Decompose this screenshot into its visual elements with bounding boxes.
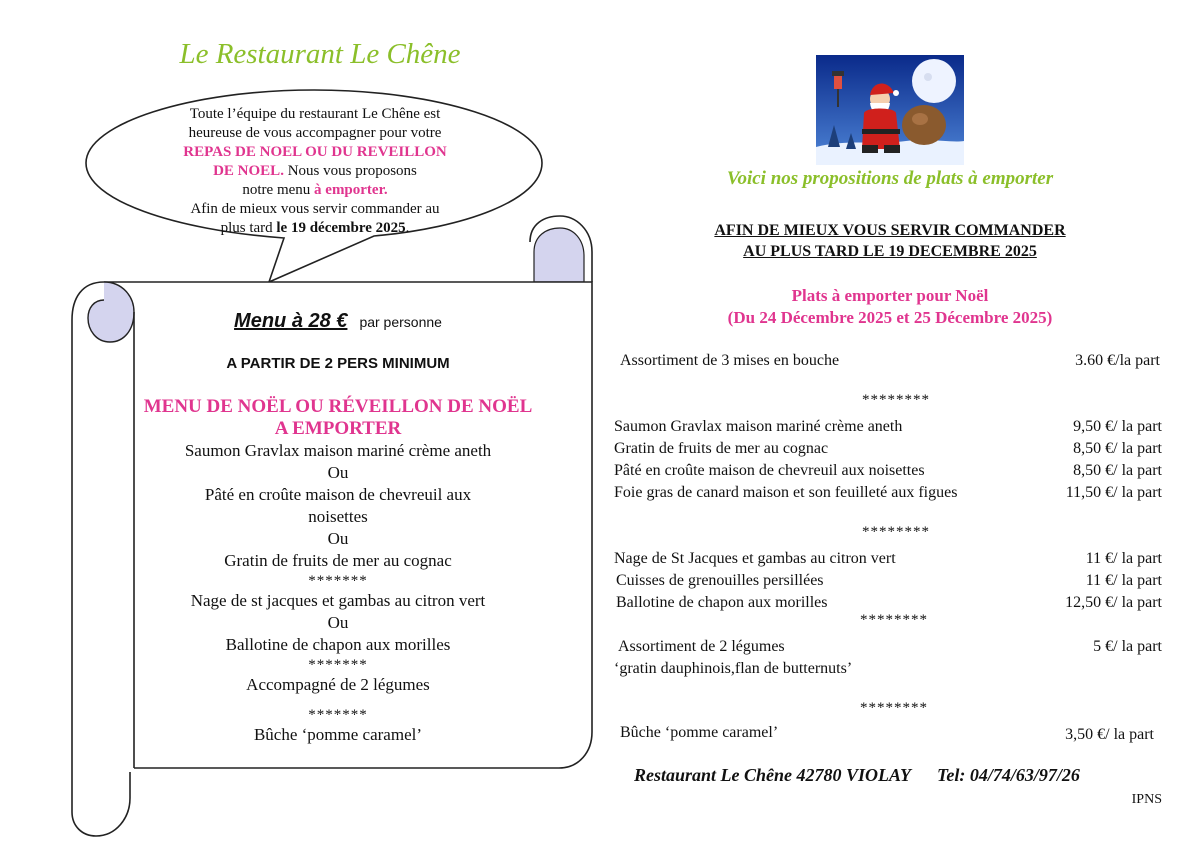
dish-name: Assortiment de 3 mises en bouche bbox=[620, 352, 840, 369]
bubble-highlight: DE NOEL. bbox=[213, 163, 284, 179]
menu-line: Ou bbox=[327, 613, 349, 632]
bubble-line: Toute l’équipe du restaurant Le Chêne est bbox=[189, 106, 441, 122]
menu-card bbox=[138, 310, 538, 746]
list-separator: ******** bbox=[862, 392, 930, 408]
proposals-heading: Voici nos propositions de plats à emporter bbox=[726, 168, 1054, 189]
dish-name: Foie gras de canard maison et son feuilleté aux figues bbox=[614, 484, 958, 501]
dish-price: 12,50 €/ la part bbox=[1065, 594, 1162, 611]
restaurant-footer bbox=[634, 765, 1154, 786]
dish-price: 11 €/ la part bbox=[1085, 572, 1162, 589]
bubble-line: . bbox=[405, 220, 410, 236]
menu-separator: ******* bbox=[308, 573, 368, 589]
list-separator: ******** bbox=[860, 700, 928, 716]
dish-name: Ballotine de chapon aux morilles bbox=[616, 594, 828, 611]
menu-line: Ou bbox=[327, 463, 349, 482]
menu-price: Menu à 28 € bbox=[234, 310, 348, 332]
dish-price: 11,50 €/ la part bbox=[1065, 484, 1162, 501]
dish-price: 8,50 €/ la part bbox=[1073, 462, 1162, 479]
restaurant-address: Restaurant Le Chêne 42780 VIOLAY bbox=[634, 765, 912, 785]
menu-line: Ballotine de chapon aux morilles bbox=[225, 635, 451, 654]
bubble-line: Nous vous proposons bbox=[283, 163, 417, 179]
menu-separator: ******* bbox=[308, 657, 368, 673]
menu-title: MENU DE NOËL OU RÉVEILLON DE NOËL A EMPORTER bbox=[143, 396, 533, 439]
menu-line: Pâté en croûte maison de chevreuil aux bbox=[204, 485, 472, 504]
dish-name: Assortiment de 2 légumes bbox=[618, 638, 785, 655]
menu-line: Accompagné de 2 légumes bbox=[246, 675, 430, 694]
page-title: Le Restaurant Le Chêne bbox=[179, 38, 461, 70]
noel-date-range: (Du 24 Décembre 2025 et 25 Décembre 2025) bbox=[727, 308, 1053, 327]
dish-name: Cuisses de grenouilles persillées bbox=[616, 572, 824, 589]
bubble-line: plus tard bbox=[220, 220, 277, 236]
menu-line: Saumon Gravlax maison mariné crème aneth bbox=[184, 441, 492, 460]
minimum-persons: A PARTIR DE 2 PERS MINIMUM bbox=[226, 355, 450, 372]
order-note-line: AU PLUS TARD LE 19 DECEMBRE 2025 bbox=[743, 243, 1037, 260]
menu-line: Gratin de fruits de mer au cognac bbox=[224, 551, 452, 570]
noel-heading-line: Plats à emporter pour Noël bbox=[791, 286, 989, 305]
menu-line: Nage de st jacques et gambas au citron vert bbox=[190, 591, 486, 610]
dish-name: Nage de St Jacques et gambas au citron vert bbox=[614, 550, 896, 567]
bubble-line: heureuse de vous accompagner pour votre bbox=[188, 125, 442, 141]
dish-name: Pâté en croûte maison de chevreuil aux noisettes bbox=[614, 462, 925, 479]
dish-name: Gratin de fruits de mer au cognac bbox=[614, 440, 829, 457]
order-deadline: le 19 décembre 2025 bbox=[276, 220, 406, 236]
per-person-label: par personne bbox=[359, 314, 442, 330]
santa-picture bbox=[816, 55, 964, 165]
list-separator: ******** bbox=[862, 524, 930, 540]
dish-price: 11 €/ la part bbox=[1085, 550, 1162, 567]
dish-name: Bûche ‘pomme caramel’ bbox=[620, 724, 779, 741]
ipns-mark: IPNS bbox=[1131, 792, 1162, 807]
menu-separator: ******* bbox=[308, 707, 368, 723]
restaurant-phone: Tel: 04/74/63/97/26 bbox=[937, 765, 1080, 785]
dish-price: 9,50 €/ la part bbox=[1073, 418, 1162, 435]
menu-dessert: Bûche ‘pomme caramel’ bbox=[253, 725, 423, 744]
dish-price: 8,50 €/ la part bbox=[1073, 440, 1162, 457]
bubble-highlight: à emporter. bbox=[314, 182, 388, 198]
dish-price: 3,50 €/ la part bbox=[1065, 726, 1154, 743]
bubble-line: notre menu bbox=[242, 182, 315, 198]
order-deadline-note bbox=[640, 220, 1140, 262]
order-note-line: AFIN DE MIEUX VOUS SERVIR COMMANDER bbox=[714, 222, 1066, 239]
dish-name: Saumon Gravlax maison mariné crème aneth bbox=[614, 418, 903, 435]
bubble-highlight: REPAS DE NOEL OU DU REVEILLON bbox=[183, 144, 447, 160]
bubble-line: Afin de mieux vous servir commander au bbox=[190, 201, 440, 217]
dish-price: 5 €/ la part bbox=[1093, 638, 1162, 655]
noel-dishes-heading bbox=[640, 285, 1140, 329]
menu-line: noisettes bbox=[308, 507, 368, 526]
dish-price: 3.60 €/la part bbox=[1075, 352, 1160, 369]
list-separator: ******** bbox=[860, 612, 928, 628]
dish-detail: ‘gratin dauphinois,flan de butternuts’ bbox=[614, 660, 853, 677]
menu-line: Ou bbox=[327, 529, 349, 548]
